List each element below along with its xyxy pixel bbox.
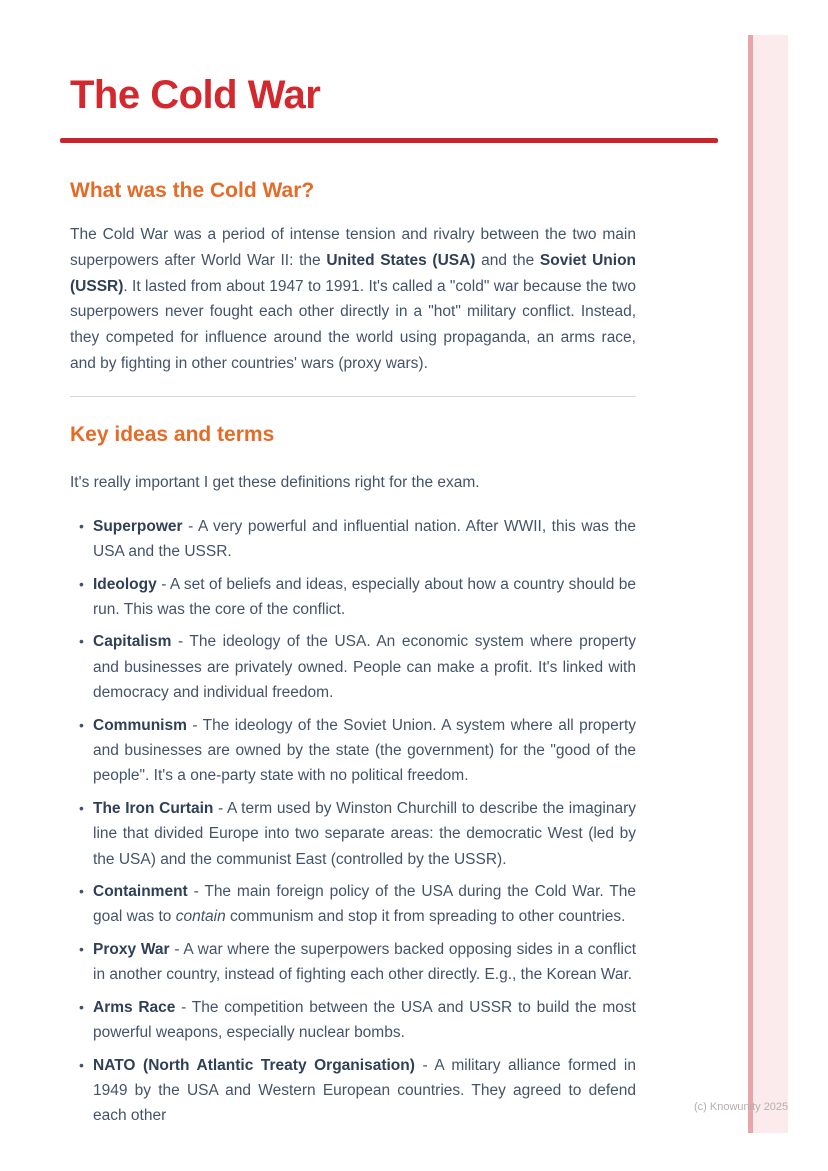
- bullet-icon: •: [79, 633, 84, 650]
- bullet-icon: •: [79, 799, 84, 816]
- term-name: Superpower: [93, 517, 183, 535]
- italic-text: contain: [175, 908, 226, 926]
- bold-text: Soviet Union (USSR): [70, 251, 637, 295]
- term-list-item: [79, 629, 636, 705]
- page-title: The Cold War: [70, 73, 321, 117]
- text-segment: - A term used by Winston Churchill to describe the imaginary line that divided Europe into two separate areas: the democratic West (led by the USA) and the communist East (controlled by the USSR).: [93, 799, 636, 868]
- text-segment: The Cold War was a period of intense tension and rivalry between the two main superpowers after World War II: the: [70, 226, 636, 269]
- watermark: (c) Knowunity 2025: [694, 1101, 789, 1113]
- bullet-icon: •: [79, 1056, 84, 1073]
- term-list-item: [79, 995, 636, 1046]
- text-segment: and the: [475, 251, 540, 269]
- term-name: Arms Race: [93, 998, 176, 1016]
- text-segment: - The competition between the USA and USSR to build the most powerful weapons, especially nuclear bombs.: [93, 998, 636, 1042]
- section-heading-what-was-cold-war: What was the Cold War?: [70, 179, 315, 202]
- decorative-side-stripe: [748, 35, 788, 1133]
- term-definition: [93, 999, 636, 1041]
- title-underline-rule: [60, 138, 718, 143]
- text-segment: - A set of beliefs and ideas, especially about how a country should be run. This was the core of the conflict.: [93, 575, 636, 618]
- key-terms-intro: It's really important I get these definitions right for the exam.: [70, 473, 480, 491]
- document-page: [70, 72, 636, 1136]
- term-list-item: [79, 796, 636, 872]
- bullet-icon: •: [79, 575, 84, 592]
- text-segment: - The ideology of the USA. An economic system where property and businesses are privately owned. People can make a profit. It's linked with democracy and individual freedom.: [93, 633, 636, 702]
- key-terms-list: [70, 514, 636, 1129]
- term-list-item: [79, 514, 636, 565]
- intro-paragraph: [70, 222, 636, 377]
- bullet-icon: •: [79, 998, 84, 1015]
- bullet-icon: •: [79, 883, 84, 900]
- term-definition: [93, 576, 636, 618]
- section-divider: [70, 396, 636, 397]
- text-segment: - The main foreign policy of the USA during the Cold War. The goal was to: [93, 883, 636, 926]
- term-name: Capitalism: [93, 633, 172, 651]
- text-segment: communism and stop it from spreading to other countries.: [225, 908, 626, 926]
- text-segment: - A very powerful and influential nation. After WWII, this was the USA and the USSR.: [93, 517, 636, 561]
- text-segment: - The ideology of the Soviet Union. A system where all property and businesses are owned by the state (the government) for the "good of the people". It's a one-party state with no political freedom.: [93, 716, 637, 785]
- term-list-item: [79, 879, 636, 930]
- term-name: Containment: [93, 883, 188, 901]
- term-list-item: [79, 1053, 636, 1129]
- term-name: The Iron Curtain: [93, 799, 214, 817]
- bullet-icon: •: [79, 716, 84, 733]
- text-segment: - A military alliance formed in 1949 by the USA and Western European countries. They agreed to defend each other: [93, 1056, 636, 1125]
- term-name: Ideology: [93, 575, 157, 593]
- term-definition: [93, 633, 636, 701]
- bold-text: United States (USA): [326, 251, 476, 269]
- bullet-icon: •: [79, 517, 84, 534]
- term-list-item: [79, 572, 636, 623]
- bullet-icon: •: [79, 940, 84, 957]
- term-name: Communism: [93, 716, 187, 734]
- term-list-item: [79, 713, 637, 789]
- term-definition: [93, 941, 636, 983]
- section-heading-key-ideas: Key ideas and terms: [70, 422, 275, 446]
- term-list-item: [79, 937, 636, 988]
- term-name: NATO (North Atlantic Treaty Organisation): [93, 1056, 415, 1074]
- text-segment: . It lasted from about 1947 to 1991. It's called a "cold" war because the two superpowers never fought each other directly in a "hot" military conflict. Instead, they competed for influence around the world using propaganda, an arms race, and by fighting in other countries' wars (proxy wars).: [70, 277, 636, 372]
- text-segment: - A war where the superpowers backed opposing sides in a conflict in another country, instead of fighting each other directly. E.g., the Korean War.: [93, 940, 636, 984]
- term-name: Proxy War: [93, 940, 170, 958]
